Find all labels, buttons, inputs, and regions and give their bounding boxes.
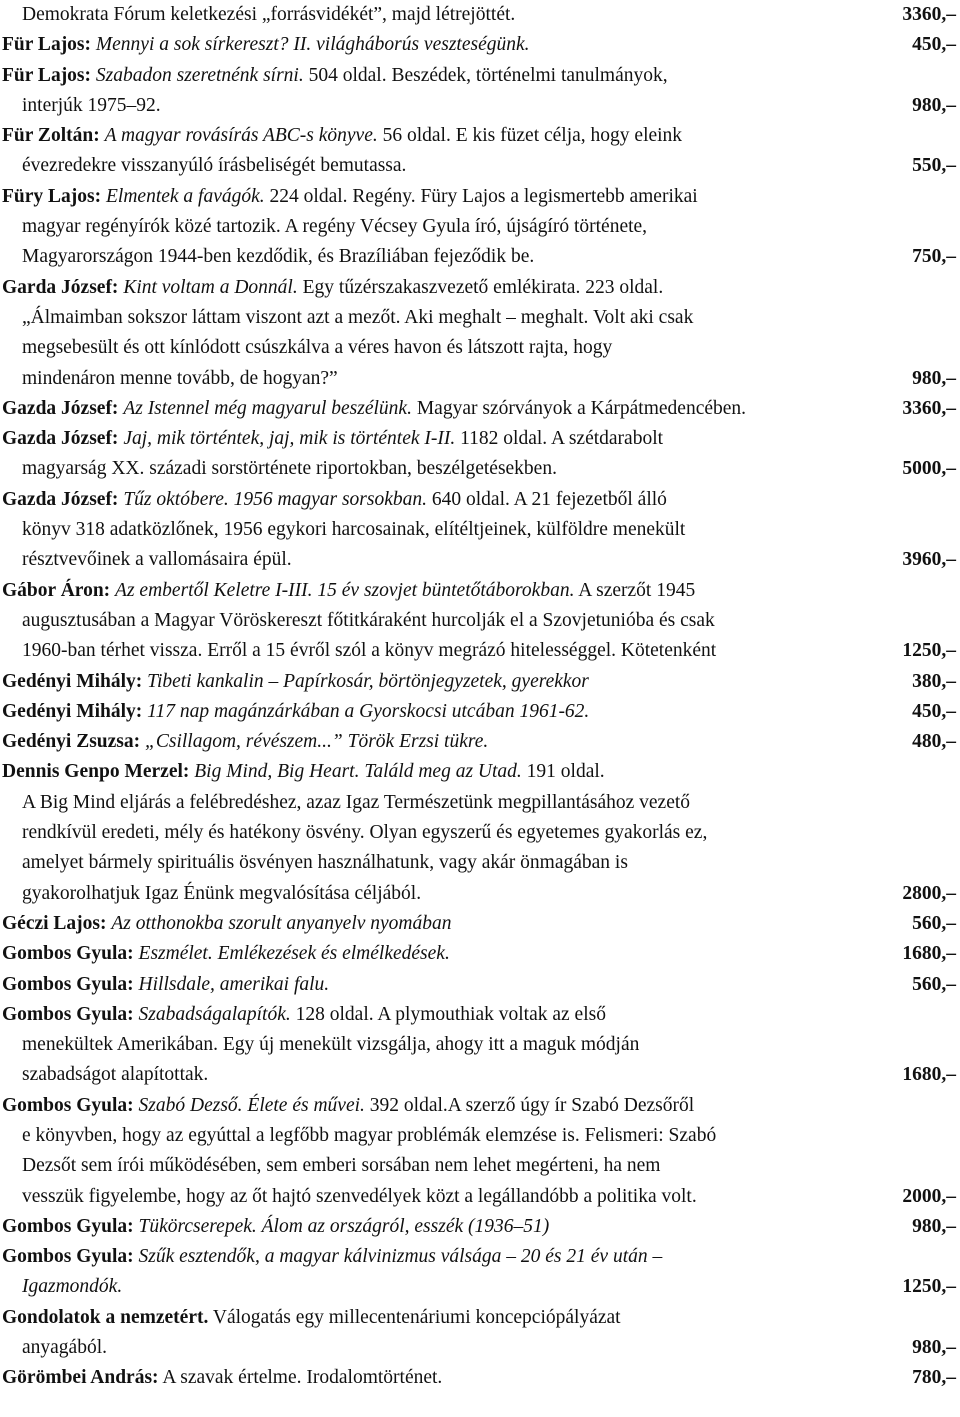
entry-description: 191 oldal. (521, 761, 605, 783)
catalog-entry-top (0, 0, 960, 30)
entry-price: 3960,– (896, 545, 956, 575)
catalog-entry (0, 939, 960, 969)
entry-author: Gombos Gyula: (2, 973, 134, 995)
entry-continuation-line (0, 1272, 952, 1302)
entry-author: Gombos Gyula: (2, 1094, 134, 1116)
entry-first-line (0, 1091, 952, 1121)
entry-title: Szabadon szeretnénk sírni. (95, 64, 304, 86)
entry-price: 1250,– (896, 636, 956, 666)
entry-price: 3360,– (896, 0, 956, 30)
entry-continuation-line: magyarság XX. századi sorstörténete riportokban, beszélgetésekben. (22, 458, 557, 480)
entry-price: 2000,– (896, 1182, 956, 1212)
entry-author: Für Lajos: (2, 34, 92, 56)
entry-author: Gombos Gyula: (2, 1215, 134, 1237)
entry-continuation-line: vesszük figyelembe, hogy az őt hajtó szenvedélyek közt a legállandóbb a politika volt. (22, 1185, 697, 1207)
entry-continuation-line: „Álmaimban sokszor láttam viszont azt a mezőt. Aki meghalt – meghalt. Volt aki csak (22, 306, 694, 328)
entry-first-line (0, 485, 952, 515)
entry-continuation-line: gyakorolhatjuk Igaz Énünk megvalósítása céljából. (22, 882, 422, 904)
catalog-entry (0, 757, 960, 908)
entry-title: Jaj, mik történtek, jaj, mik is történtek I-II. (123, 428, 456, 450)
catalog-entry (0, 1091, 960, 1212)
entry-first-line (0, 121, 952, 151)
entry-price: 480,– (906, 727, 956, 757)
entry-title: „Csillagom, révészem...” Török Erzsi tükre. (145, 731, 489, 753)
entry-description: A szerzőt 1945 (574, 579, 696, 601)
catalog-entry (0, 1000, 960, 1091)
entry-description: 504 oldal. Beszédek, történelmi tanulmányok, (303, 64, 668, 86)
catalog-entry (0, 394, 960, 424)
entry-first-line (0, 1303, 952, 1333)
entry-continuation-line: szabadságot alapítottak. (22, 1064, 209, 1086)
entry-continuation-line: Dezsőt sem írói működésében, sem emberi sorsában nem lehet megérteni, ha nem (22, 1155, 661, 1177)
entry-price: 980,– (906, 1212, 956, 1242)
entry-first-line (0, 1363, 952, 1393)
entry-first-line (0, 697, 952, 727)
entry-continuation-line: mindenáron menne tovább, de hogyan?” (22, 367, 338, 389)
entry-continuation-line: megsebesült és ott kínlódott csúszkálva a véres havon és látszott rajta, hogy (22, 337, 613, 359)
entry-author: Géczi Lajos: (2, 912, 107, 934)
entry-description: Egy tűzérszakaszvezető emlékirata. 223 oldal. (297, 276, 664, 298)
entry-title: 117 nap magánzárkában a Gyorskocsi utcában 1961-62. (147, 700, 590, 722)
catalog-entry (0, 485, 960, 576)
entry-author: Für Lajos: (2, 64, 92, 86)
entry-price: 5000,– (896, 454, 956, 484)
catalog-entry (0, 576, 960, 667)
entry-title: Big Mind, Big Heart. Találd meg az Utad. (194, 761, 522, 783)
entry-first-line (0, 394, 952, 424)
entry-author: Görömbei András: (2, 1367, 159, 1389)
entry-price: 560,– (906, 970, 956, 1000)
catalog-entry (0, 61, 960, 122)
entry-author: Füry Lajos: (2, 185, 102, 207)
entry-description: Válogatás egy millecentenáriumi koncepciópályázat (212, 1306, 621, 1328)
entry-title: Szabó Dezső. Élete és művei. (138, 1094, 365, 1116)
entry-description: 640 oldal. A 21 fejezetből álló (427, 488, 667, 510)
entry-author: Dennis Genpo Merzel: (2, 761, 190, 783)
entry-continuation-line: könyv 318 adatközlőnek, 1956 egykori harcosainak, elítéltjeinek, külföldre menekült (22, 519, 686, 541)
entry-first-line (0, 61, 952, 91)
entry-author: Gombos Gyula: (2, 1246, 134, 1268)
entry-first-line (0, 182, 952, 212)
catalog-entry (0, 273, 960, 394)
entry-title: A magyar rovásírás ABC-s könyve. (104, 125, 378, 147)
entry-price: 380,– (906, 667, 956, 697)
entry-continuation-line: magyar regényírók közé tartozik. A regény Vécsey Gyula író, újságíró története, (22, 216, 648, 238)
entry-title-continued: Igazmondók. (22, 1276, 123, 1298)
entry-price: 980,– (906, 364, 956, 394)
entry-description: Magyar szórványok a Kárpátmedencében. (411, 397, 747, 419)
entry-author: Garda József: (2, 276, 119, 298)
entry-author: Gábor Áron: (2, 579, 111, 601)
entry-first-line (0, 576, 952, 606)
entry-price: 2800,– (896, 879, 956, 909)
entry-continuation-line: interjúk 1975–92. (22, 94, 161, 116)
entry-price: 3360,– (896, 394, 956, 424)
entry-author: Gedényi Mihály: (2, 670, 143, 692)
entry-first-line (0, 424, 952, 454)
catalog-entry (0, 727, 960, 757)
entry-price: 750,– (906, 242, 956, 272)
entry-continuation-line: e könyvben, hogy az egyúttal a legfőbb magyar problémák elemzése is. Felismeri: Szabó (22, 1124, 717, 1146)
entry-description: 1182 oldal. A szétdarabolt (455, 428, 664, 450)
catalog-entry (0, 667, 960, 697)
entry-first-line (0, 1000, 952, 1030)
entry-continuation-line: rendkívül eredeti, mély és hatékony ösvény. Olyan egyszerű és egyetemes gyakorlás ez, (22, 822, 708, 844)
entry-first-line (0, 939, 952, 969)
entry-title: Az otthonokba szorult anyanyelv nyomában (111, 912, 452, 934)
catalog-entry (0, 30, 960, 60)
entry-first-line (0, 757, 952, 787)
entry-title: Mennyi a sok sírkereszt? II. világháborús veszteségünk. (95, 34, 530, 56)
catalog-entry (0, 182, 960, 273)
entry-continuation-line: évezredekre visszanyúló írásbeliségét bemutassa. (22, 155, 407, 177)
entry-title: Szűk esztendők, a magyar kálvinizmus válsága – 20 és 21 év után – (138, 1246, 663, 1268)
entry-first-line (0, 909, 952, 939)
entry-author: Gombos Gyula: (2, 1003, 134, 1025)
entry-title: Hillsdale, amerikai falu. (138, 973, 330, 995)
entry-continuation-line: A Big Mind eljárás a felébredéshez, azaz Igaz Természetünk megpillantásához vezető (22, 791, 691, 813)
entry-description: 224 oldal. Regény. Füry Lajos a legismertebb amerikai (264, 185, 698, 207)
entry-first-line (0, 667, 952, 697)
entry-title: Tükörcserepek. Álom az országról, esszék (1936–51) (138, 1215, 550, 1237)
catalog-entry (0, 1242, 960, 1303)
entry-description: 392 oldal.A szerző úgy ír Szabó Dezsőről (364, 1094, 695, 1116)
catalog-entry (0, 909, 960, 939)
entry-price: 780,– (906, 1363, 956, 1393)
entry-price: 1680,– (896, 939, 956, 969)
catalog-entry (0, 424, 960, 485)
entry-author: Gondolatok a nemzetért. (2, 1306, 209, 1328)
entry-continuation-line: anyagából. (22, 1337, 108, 1359)
entry-continuation-line: 1960-ban térhet vissza. Erről a 15 évről szól a könyv megrázó hitelességgel. Kötetenként (22, 640, 717, 662)
entry-first-line (0, 273, 952, 303)
entry-title: Eszmélet. Emlékezések és elmélkedések. (138, 943, 450, 965)
entry-author: Gedényi Mihály: (2, 700, 143, 722)
entry-continuation-line: augusztusában a Magyar Vöröskereszt főtitkáraként hurcolják el a Szovjetunióba és csak (22, 609, 715, 631)
entry-title: Tűz októbere. 1956 magyar sorsokban. (123, 488, 427, 510)
entry-author: Gazda József: (2, 488, 119, 510)
entry-price: 550,– (906, 151, 956, 181)
entry-title: Szabadságalapítók. (138, 1003, 291, 1025)
catalog-entry (0, 1212, 960, 1242)
entry-author: Gedényi Zsuzsa: (2, 731, 141, 753)
entry-price: 980,– (906, 1333, 956, 1363)
entry-author: Gazda József: (2, 428, 119, 450)
entry-description: 128 oldal. A plymouthiak voltak az első (290, 1003, 606, 1025)
entry-title: Elmentek a favágók. (106, 185, 265, 207)
entry-description: 56 oldal. E kis füzet célja, hogy eleink (377, 125, 683, 147)
entry-continuation-line: menekültek Amerikában. Egy új menekült vizsgálja, ahogy itt a maguk módján (22, 1034, 640, 1056)
entry-title: Tibeti kankalin – Papírkosár, börtönjegyzetek, gyerekkor (147, 670, 589, 692)
catalog-entry (0, 970, 960, 1000)
entry-title: Az embertől Keletre I-III. 15 év szovjet büntetőtáborokban. (115, 579, 575, 601)
entry-price: 1250,– (896, 1272, 956, 1302)
entry-title: Kint voltam a Donnál. (123, 276, 298, 298)
entry-continuation-line: Demokrata Fórum keletkezési „forrásvidékét”, majd létrejöttét. (22, 4, 516, 25)
entry-price: 980,– (906, 91, 956, 121)
catalog-entry (0, 1363, 960, 1393)
entry-author: Gombos Gyula: (2, 943, 134, 965)
entry-author: Für Zoltán: (2, 125, 100, 147)
entry-continuation-line: résztvevőinek a vallomásaira épül. (22, 549, 292, 571)
entry-continuation-line: Magyarországon 1944-ben kezdődik, és Brazíliában fejeződik be. (22, 246, 535, 268)
entry-first-line (0, 1212, 952, 1242)
catalog-entry (0, 697, 960, 727)
entry-price: 1680,– (896, 1060, 956, 1090)
entry-first-line (0, 30, 952, 60)
entry-first-line (0, 727, 952, 757)
entry-title: Az Istennel még magyarul beszélünk. (123, 397, 412, 419)
entry-first-line (0, 1242, 952, 1272)
entry-continuation-line: amelyet bármely spirituális ösvényen használhatunk, vagy akár önmagában is (22, 852, 628, 874)
catalog-entry (0, 121, 960, 182)
entry-price: 450,– (906, 697, 956, 727)
entry-description: A szavak értelme. Irodalomtörténet. (162, 1367, 443, 1389)
catalog-entry (0, 1303, 960, 1364)
entry-price: 560,– (906, 909, 956, 939)
entry-author: Gazda József: (2, 397, 119, 419)
entry-price: 450,– (906, 30, 956, 60)
entry-first-line (0, 970, 952, 1000)
